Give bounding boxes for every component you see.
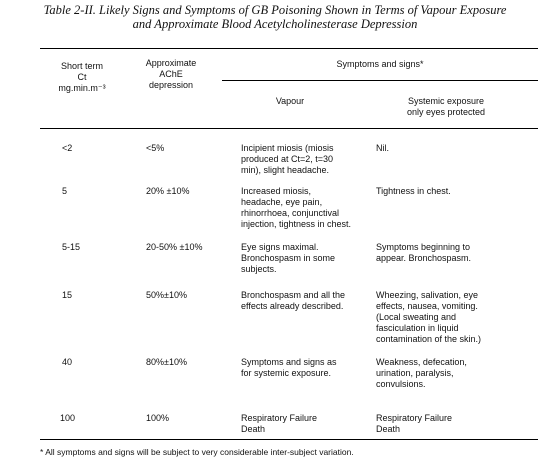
table-top-rule <box>40 48 538 49</box>
table-title-line-2: and Approximate Blood Acetylcholinesterase Depression <box>132 17 418 31</box>
header-symptoms: Symptoms and signs* <box>336 59 424 69</box>
symptoms-subrule <box>222 80 538 81</box>
row-5-ache: 80%±10% <box>146 357 187 367</box>
row-3-systemic: Symptoms beginning to appear. Bronchospasm. <box>376 242 472 263</box>
row-1-ct: <2 <box>62 143 73 153</box>
row-6-ache: 100% <box>146 413 170 423</box>
header-vapour: Vapour <box>275 96 305 106</box>
row-1-vapour: Incipient miosis (miosis produced at Ct=2, t=30 min), slight headache. <box>241 143 334 175</box>
row-2-vapour: Increased miosis, headache, eye pain, rhinorrhoea, conjunctival injection, tightness in chest. <box>241 186 352 229</box>
row-4-ct: 15 <box>62 290 73 300</box>
row-4-ache: 50%±10% <box>146 290 187 300</box>
row-5-vapour: Symptoms and signs as for systemic exposure. <box>241 357 337 378</box>
header-bottom-rule <box>40 128 538 129</box>
row-3-ct: 5-15 <box>62 242 81 252</box>
row-1-systemic: Nil. <box>376 143 389 153</box>
row-2-ache: 20% ±10% <box>146 186 190 196</box>
row-6-ct: 100 <box>60 413 76 423</box>
row-1-ache: <5% <box>146 143 165 153</box>
row-6-vapour: Respiratory Failure Death <box>241 413 318 434</box>
row-2-systemic: Tightness in chest. <box>376 186 451 196</box>
table-title-line-1: Table 2-II. Likely Signs and Symptoms of GB Poisoning Shown in Terms of Vapour Exposure <box>43 3 507 17</box>
row-3-vapour: Eye signs maximal. Bronchospasm in some subjects. <box>241 242 336 274</box>
row-3-ache: 20-50% ±10% <box>146 242 203 252</box>
row-6-systemic: Respiratory Failure Death <box>376 413 453 434</box>
table-bottom-rule <box>40 439 538 440</box>
header-systemic: Systemic exposure only eyes protected <box>406 96 486 117</box>
header-ache: Approximate AChE depression <box>145 58 197 90</box>
table-footnote: * All symptoms and signs will be subject to very considerable inter-subject variation. <box>40 447 354 457</box>
header-ct: Short term Ct mg.min.m⁻³ <box>58 61 106 93</box>
row-5-systemic: Weakness, defecation, urination, paralysis, convulsions. <box>376 357 467 389</box>
table-title <box>0 3 550 31</box>
row-2-ct: 5 <box>62 186 68 196</box>
row-5-ct: 40 <box>62 357 73 367</box>
row-4-vapour: Bronchospasm and all the effects already described. <box>241 290 346 311</box>
row-4-systemic: Wheezing, salivation, eye effects, nausea, vomiting. (Local sweating and fasciculation in liquid contamination of the skin.) <box>376 290 482 344</box>
